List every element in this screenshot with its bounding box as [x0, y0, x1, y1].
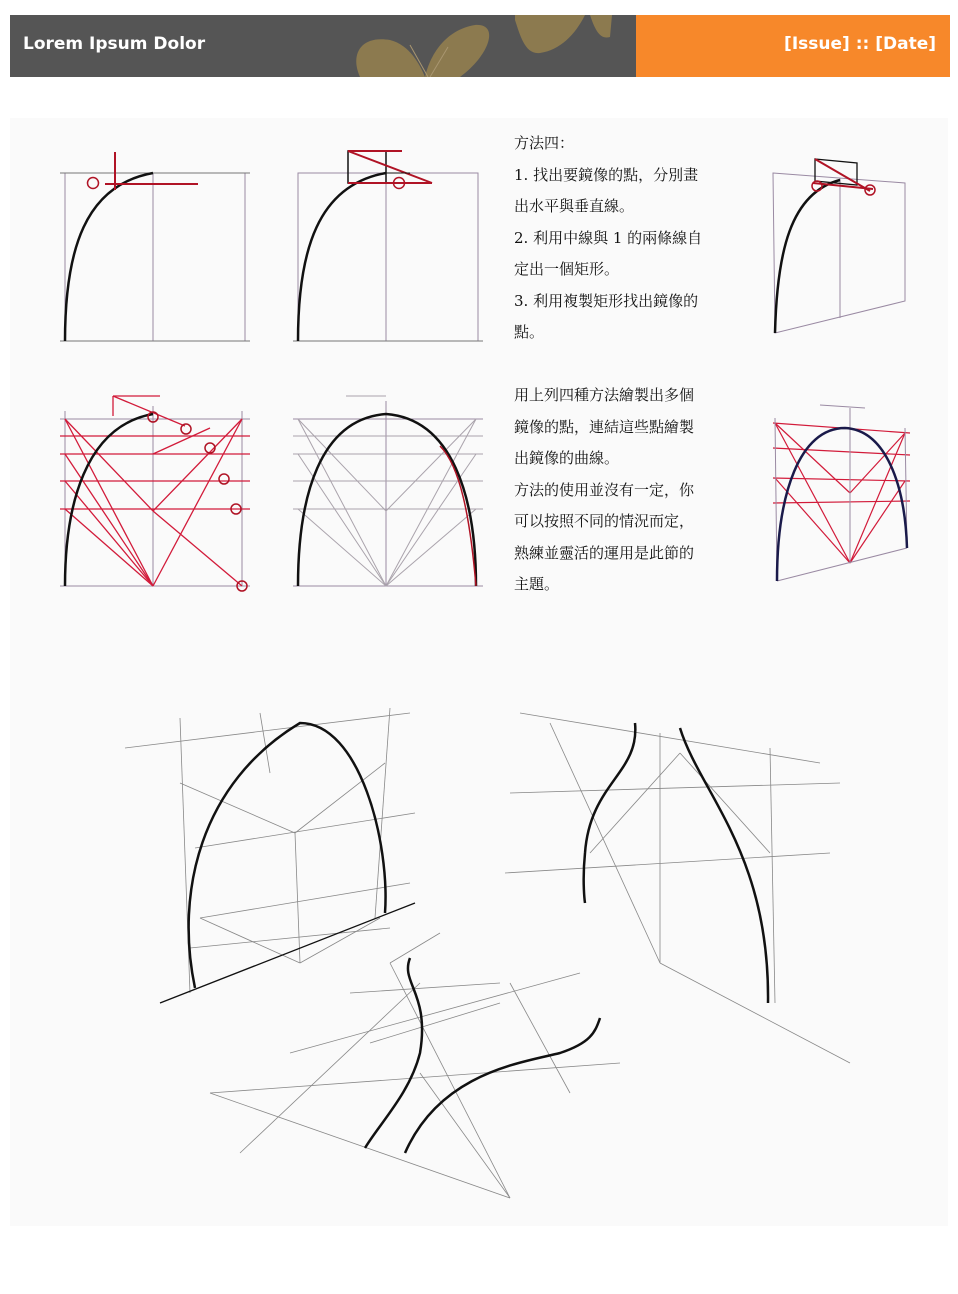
header-bar: [10, 15, 950, 77]
issue-date-label: [Issue] :: [Date]: [784, 34, 936, 54]
method-four-heading: 方法四：: [514, 134, 575, 152]
mirror-curve-diagrams: [50, 386, 510, 596]
method-four-step-diagrams: [50, 140, 510, 350]
step-diagram-1: [60, 152, 250, 341]
summary-line: 可以按照不同的情況而定，: [514, 512, 695, 530]
method-four-step-line: 點。: [514, 323, 545, 341]
step-diagram-perspective: [765, 153, 915, 338]
method-four-text: [514, 128, 702, 349]
mirror-diagram-2: [293, 396, 483, 586]
sketch-s-curve: [505, 713, 850, 1063]
summary-line: 用上列四種方法繪製出多個: [514, 386, 695, 404]
perspective-sketches: [120, 693, 860, 1203]
mirror-diagram-perspective: [765, 403, 920, 588]
summary-text: [514, 380, 694, 601]
mirror-diagram-1: [60, 396, 250, 591]
summary-line: 熟練並靈活的運用是此節的: [514, 543, 695, 562]
method-four-step-line: 出水平與垂直線。: [514, 197, 635, 215]
summary-line: 主題。: [514, 575, 560, 593]
summary-line: 出鏡像的曲線。: [514, 449, 620, 467]
method-four-step-line: 2. 利用中線與 1 的兩條線自: [514, 228, 703, 247]
header-title: Lorem Ipsum Dolor: [23, 34, 206, 54]
method-four-step-line: 定出一個矩形。: [514, 260, 620, 278]
method-four-step-line: 3. 利用複製矩形找出鏡像的: [514, 291, 699, 310]
header-left-panel: [10, 15, 636, 77]
summary-line: 鏡像的點，連結這些點繪製: [514, 417, 695, 436]
step-diagram-2: [293, 151, 483, 341]
method-four-step-line: 1. 找出要鏡像的點，分別畫: [514, 165, 699, 184]
header-right-panel: [636, 15, 950, 77]
content-panel: [10, 118, 948, 1226]
butterfly-icon: [350, 15, 630, 77]
summary-line: 方法的使用並沒有一定，你: [514, 480, 695, 499]
sketch-arch: [125, 708, 415, 993]
